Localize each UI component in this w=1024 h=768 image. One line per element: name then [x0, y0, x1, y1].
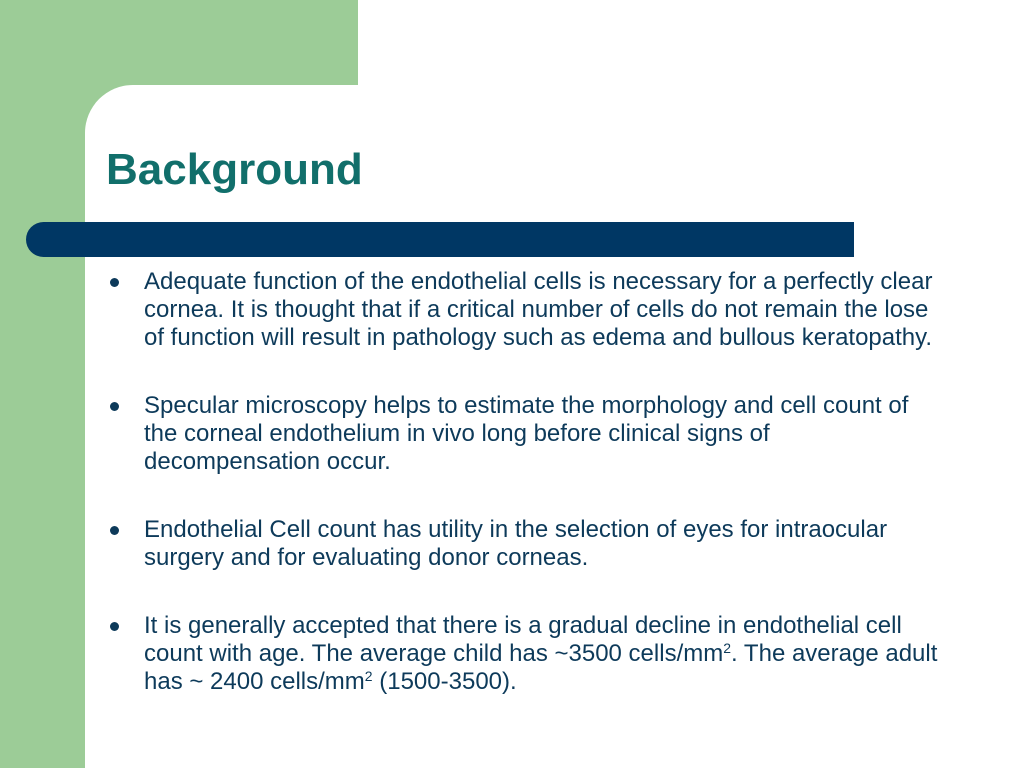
bullet-item [106, 268, 946, 352]
bullet-icon [110, 622, 119, 631]
bullet-text: Endothelial Cell count has utility in the selection of eyes for intraocular surgery and for evaluating donor corneas. [144, 516, 888, 571]
bullet-text-part: It is generally accepted that there is a gradual decline in endothelial cell count with age. The average child has ~3500 cells/mm [144, 612, 902, 667]
bullet-item [106, 516, 946, 572]
bullet-text-part: (1500-3500). [372, 668, 517, 695]
bullet-icon [110, 526, 119, 535]
bullet-item [106, 392, 946, 476]
superscript-squared: 2 [364, 668, 373, 684]
title-underline-bar [26, 222, 854, 257]
bullet-list [106, 268, 946, 696]
bullet-text: Specular microscopy helps to estimate the morphology and cell count of the corneal endothelium in vivo long before clinical signs of decompensation occur. [144, 392, 909, 475]
bullet-text [144, 612, 946, 696]
slide-title: Background [106, 145, 363, 194]
bullet-icon [110, 402, 119, 411]
bullet-text-part: . The average adult has ~ 2400 cells/mm [144, 640, 938, 695]
bullet-item [106, 612, 946, 696]
bullet-text: Adequate function of the endothelial cells is necessary for a perfectly clear cornea. It is thought that if a critical number of cells do not remain the lose of function will result in pathology such as edema and bullous keratopathy. [144, 268, 933, 351]
bullet-icon [110, 278, 119, 287]
superscript-squared: 2 [723, 640, 732, 656]
